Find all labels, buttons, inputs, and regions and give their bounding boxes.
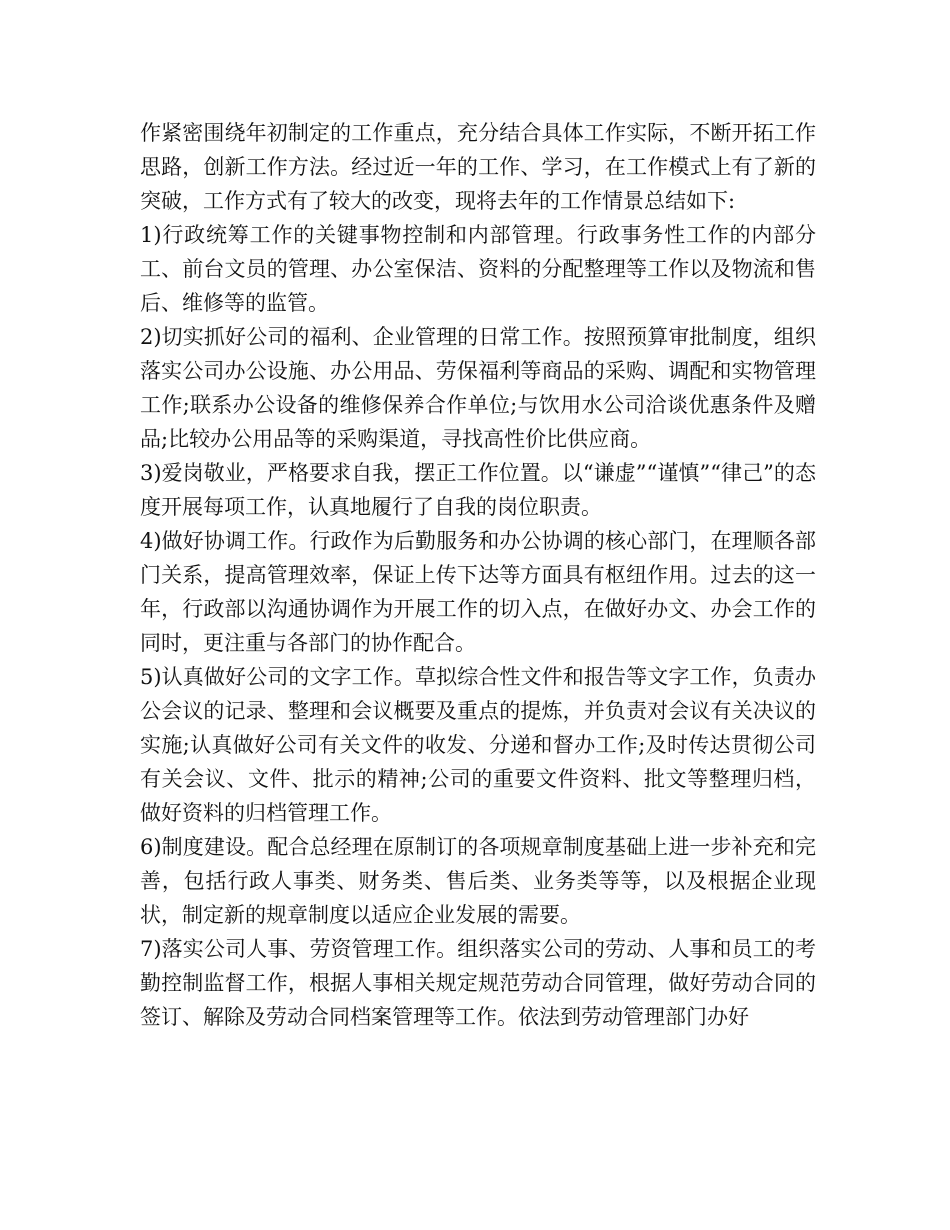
item-paragraph-3: 3)爱岗敬业，严格要求自我，摆正工作位置。以“谦虚”“谨慎”“律己”的态度开展每项工作，认真地履行了自我的岗位职责。 bbox=[140, 461, 816, 519]
intro-paragraph: 作紧密围绕年初制定的工作重点，充分结合具体工作实际，不断开拓工作思路，创新工作方法。经过近一年的工作、学习，在工作模式上有了新的突破，工作方式有了较大的改变，现将去年的工作情景总结如下: bbox=[140, 121, 816, 213]
item-paragraph-2: 2)切实抓好公司的福利、企业管理的日常工作。按照预算审批制度，组织落实公司办公设施、办公用品、劳保福利等商品的采购、调配和实物管理工作;联系办公设备的维修保养合作单位;与饮用水公司洽谈优惠条件及赠品;比较办公用品等的采购渠道，寻找高性价比供应商。 bbox=[140, 325, 816, 451]
item-paragraph-7: 7)落实公司人事、劳资管理工作。组织落实公司的劳动、人事和员工的考勤控制监督工作，根据人事相关规定规范劳动合同管理，做好劳动合同的签订、解除及劳动合同档案管理等工作。依法到劳动管理部门办好 bbox=[140, 937, 816, 1029]
document-page bbox=[140, 116, 816, 1034]
item-paragraph-5: 5)认真做好公司的文字工作。草拟综合性文件和报告等文字工作，负责办公会议的记录、整理和会议概要及重点的提炼，并负责对会议有关决议的实施;认真做好公司有关文件的收发、分递和督办工作;及时传达贯彻公司有关会议、文件、批示的精神;公司的重要文件资料、批文等整理归档，做好资料的归档管理工作。 bbox=[140, 665, 816, 825]
item-paragraph-1: 1)行政统筹工作的关键事物控制和内部管理。行政事务性工作的内部分工、前台文员的管理、办公室保洁、资料的分配整理等工作以及物流和售后、维修等的监管。 bbox=[140, 223, 816, 315]
item-paragraph-6: 6)制度建设。配合总经理在原制订的各项规章制度基础上进一步补充和完善，包括行政人事类、财务类、售后类、业务类等等，以及根据企业现状，制定新的规章制度以适应企业发展的需要。 bbox=[140, 835, 816, 927]
item-paragraph-4: 4)做好协调工作。行政作为后勤服务和办公协调的核心部门，在理顺各部门关系，提高管理效率，保证上传下达等方面具有枢纽作用。过去的这一年，行政部以沟通协调作为开展工作的切入点，在做好办文、办会工作的同时，更注重与各部门的协作配合。 bbox=[140, 529, 816, 655]
